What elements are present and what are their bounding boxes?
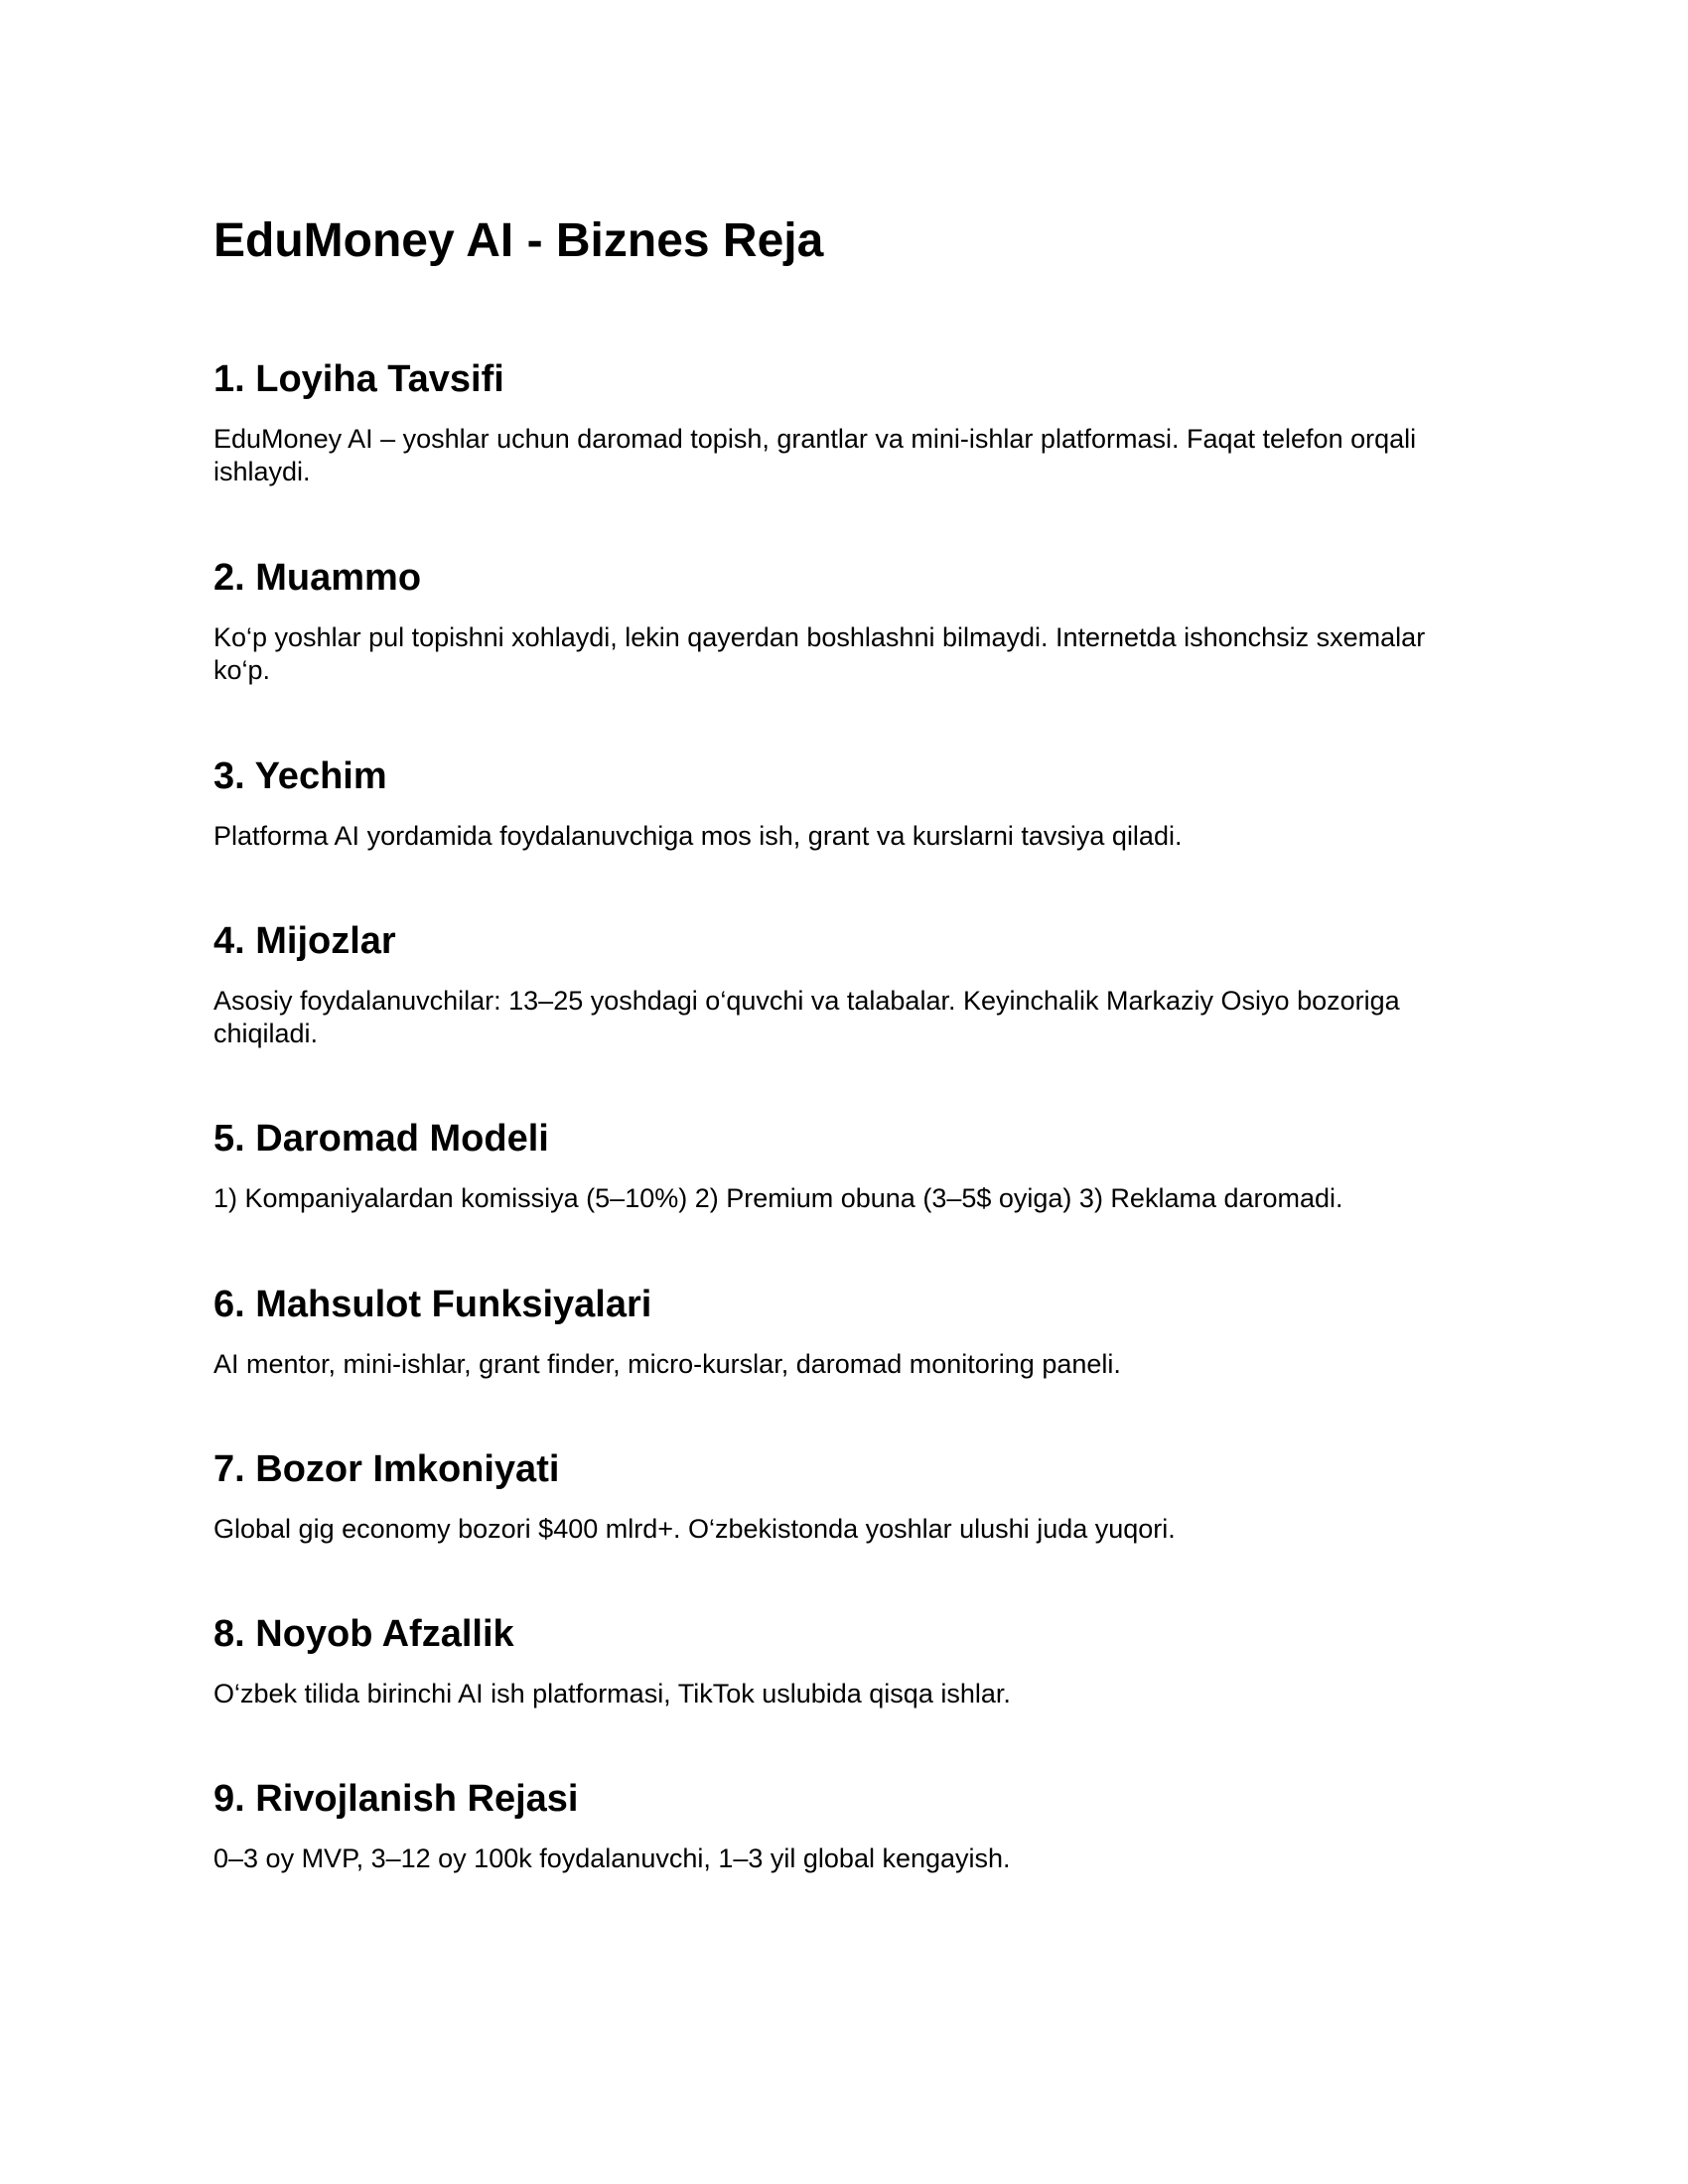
section-body: Ko‘p yoshlar pul topishni xohlaydi, lekin qayerdan boshlashni bilmaydi. Internetda ishonchsiz sxemalar ko‘p. (213, 621, 1426, 685)
section-heading: 8. Noyob Afzallik (213, 1613, 514, 1655)
section-mijozlar (213, 919, 1475, 1050)
section-loyiha-tavsifi (213, 357, 1475, 488)
section-heading: 1. Loyiha Tavsifi (213, 358, 504, 400)
section-body: 1) Kompaniyalardan komissiya (5–10%) 2) Premium obuna (3–5$ oyiga) 3) Reklama daromadi. (213, 1182, 1343, 1213)
section-noyob-afzallik (213, 1612, 1475, 1710)
section-yechim (213, 754, 1475, 853)
section-heading: 2. Muammo (213, 557, 422, 599)
section-body: Asosiy foydalanuvchilar: 13–25 yoshdagi o‘quvchi va talabalar. Keyinchalik Markaziy Osiyo bozoriga chiqiladi. (213, 985, 1400, 1048)
section-bozor-imkoniyati (213, 1447, 1475, 1546)
section-heading: 5. Daromad Modeli (213, 1118, 549, 1160)
section-heading: 3. Yechim (213, 755, 387, 797)
section-heading: 9. Rivojlanish Rejasi (213, 1778, 579, 1820)
section-rivojlanish-rejasi (213, 1777, 1475, 1875)
section-daromad-modeli (213, 1117, 1475, 1215)
section-body: AI mentor, mini-ishlar, grant finder, micro-kurslar, daromad monitoring paneli. (213, 1348, 1121, 1379)
section-body: 0–3 oy MVP, 3–12 oy 100k foydalanuvchi, 1–3 yil global kengayish. (213, 1843, 1011, 1873)
section-mahsulot-funksiyalari (213, 1283, 1475, 1381)
section-heading: 6. Mahsulot Funksiyalari (213, 1284, 652, 1325)
section-heading: 4. Mijozlar (213, 920, 396, 962)
section-body: Platforma AI yordamida foydalanuvchiga mos ish, grant va kurslarni tavsiya qiladi. (213, 820, 1183, 851)
section-heading: 7. Bozor Imkoniyati (213, 1448, 560, 1490)
document-title: EduMoney AI - Biznes Reja (213, 214, 824, 267)
section-body: Global gig economy bozori $400 mlrd+. O‘zbekistonda yoshlar ulushi juda yuqori. (213, 1513, 1176, 1544)
section-body: O‘zbek tilida birinchi AI ish platformasi, TikTok uslubida qisqa ishlar. (213, 1678, 1011, 1708)
section-muammo (213, 556, 1475, 687)
section-body: EduMoney AI – yoshlar uchun daromad topish, grantlar va mini-ishlar platformasi. Faqat telefon orqali ishlaydi. (213, 423, 1417, 486)
